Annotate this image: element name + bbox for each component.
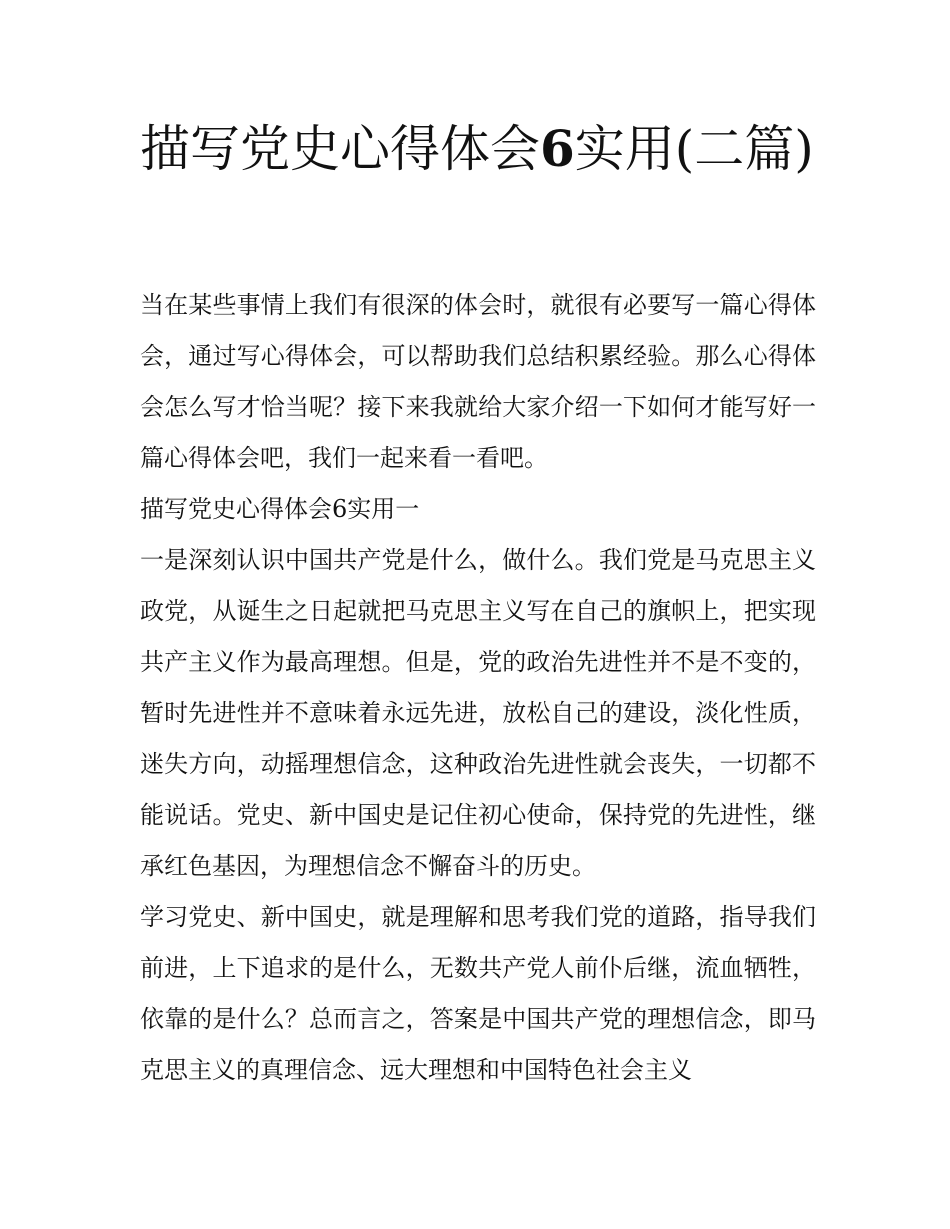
- document-title: [140, 110, 820, 188]
- body-paragraph: 学习党史、新中国史，就是理解和思考我们党的道路，指导我们前进，上下追求的是什么，无数共产党人前仆后继，流血牺牲，依靠的是什么？总而言之，答案是中国共产党的理想信念，即马克思主义的真理信念、远大理想和中国特色社会主义: [140, 903, 816, 1084]
- title-rest-text: 实用(二篇): [574, 120, 814, 178]
- document-body: [140, 280, 816, 1096]
- intro-paragraph: 当在某些事情上我们有很深的体会时，就很有必要写一篇心得体会，通过写心得体会，可以帮助我们总结积累经验。那么心得体会怎么写才恰当呢？接下来我就给大家介绍一下如何才能写好一篇心得体会吧，我们一起来看一看吧。: [140, 291, 816, 472]
- body-paragraph: 一是深刻认识中国共产党是什么，做什么。我们党是马克思主义政党，从诞生之日起就把马克思主义写在自己的旗帜上，把实现共产主义作为最高理想。但是，党的政治先进性并不是不变的，暂时先进性并不意味着永远先进，放松自己的建设，淡化性质，迷失方向，动摇理想信念，这种政治先进性就会丧失，一切都不能说话。党史、新中国史是记住初心使命，保持党的先进性，继承红色基因，为理想信念不懈奋斗的历史。: [140, 546, 816, 880]
- title-number: 6: [540, 119, 575, 178]
- title-main-text: 描写党史心得体会: [140, 120, 540, 178]
- section-heading: 描写党史心得体会6实用一: [140, 495, 420, 523]
